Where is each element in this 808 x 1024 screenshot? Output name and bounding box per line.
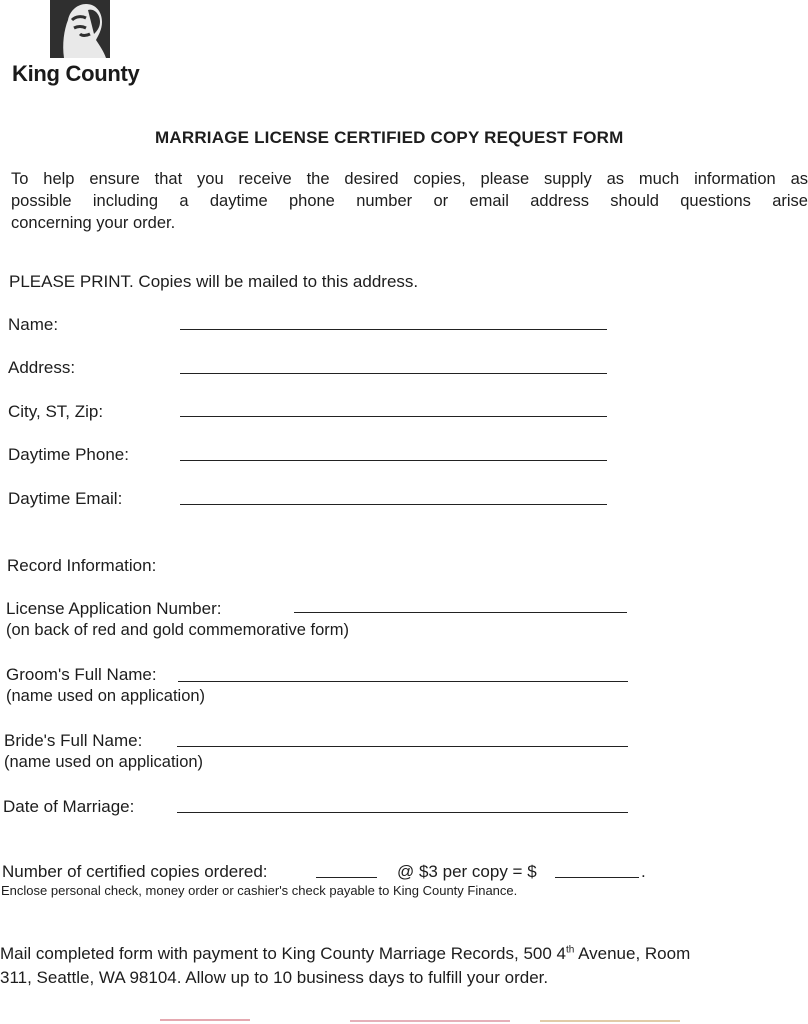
bride-name-label: Bride's Full Name: (4, 731, 143, 750)
intro-line-3: concerning your order. (11, 214, 176, 232)
groom-name-note: (name used on application) (6, 687, 206, 705)
city-state-zip-label: City, ST, Zip: (8, 402, 104, 421)
license-number-field[interactable] (294, 612, 627, 613)
address-label: Address: (8, 358, 76, 377)
license-number-note: (on back of red and gold commemorative form) (6, 621, 349, 639)
daytime-email-field[interactable] (180, 504, 607, 505)
logo-mark (50, 0, 110, 58)
intro-line-1: To help ensure that you receive the desired copies, please supply as much information as (11, 170, 808, 188)
groom-name-field[interactable] (178, 681, 628, 682)
daytime-email-label: Daytime Email: (8, 489, 123, 508)
bride-name-field[interactable] (177, 746, 628, 747)
scan-artifact (160, 1019, 250, 1021)
intro-line-2: possible including a daytime phone number or email address should questions arise (11, 192, 808, 210)
daytime-phone-label: Daytime Phone: (8, 445, 129, 464)
logo-wordmark: King County (12, 61, 140, 86)
intro-paragraph (11, 168, 808, 234)
license-number-label: License Application Number: (6, 599, 222, 618)
copies-count-field[interactable] (316, 877, 377, 878)
daytime-phone-field[interactable] (180, 460, 607, 461)
print-instruction: PLEASE PRINT. Copies will be mailed to this address. (9, 272, 419, 291)
name-field[interactable] (180, 329, 607, 330)
groom-name-label: Groom's Full Name: (6, 665, 157, 684)
payment-instruction: Enclose personal check, money order or cashier's check payable to King County Finance. (1, 883, 518, 898)
portrait-logo-icon (50, 0, 110, 58)
marriage-date-field[interactable] (177, 812, 628, 813)
marriage-date-label: Date of Marriage: (3, 797, 135, 816)
city-state-zip-field[interactable] (180, 416, 607, 417)
name-label: Name: (8, 315, 59, 334)
scan-artifact (540, 1020, 680, 1022)
copies-count-label: Number of certified copies ordered: (2, 862, 268, 881)
price-per-copy-label: @ $3 per copy = $ (397, 862, 537, 881)
bride-name-note: (name used on application) (4, 753, 204, 771)
address-field[interactable] (180, 373, 607, 374)
scan-artifact (350, 1020, 510, 1022)
total-amount-field[interactable] (555, 877, 639, 878)
record-info-heading: Record Information: (7, 556, 157, 575)
mail-instruction-line-1: Mail completed form with payment to King County Marriage Records, 500 4th Avenue, Room (0, 944, 691, 963)
mail-instruction-line-2: 311, Seattle, WA 98104. Allow up to 10 business days to fulfill your order. (0, 968, 549, 987)
period-mark: . (641, 862, 646, 881)
page-title: MARRIAGE LICENSE CERTIFIED COPY REQUEST FORM (155, 128, 624, 147)
